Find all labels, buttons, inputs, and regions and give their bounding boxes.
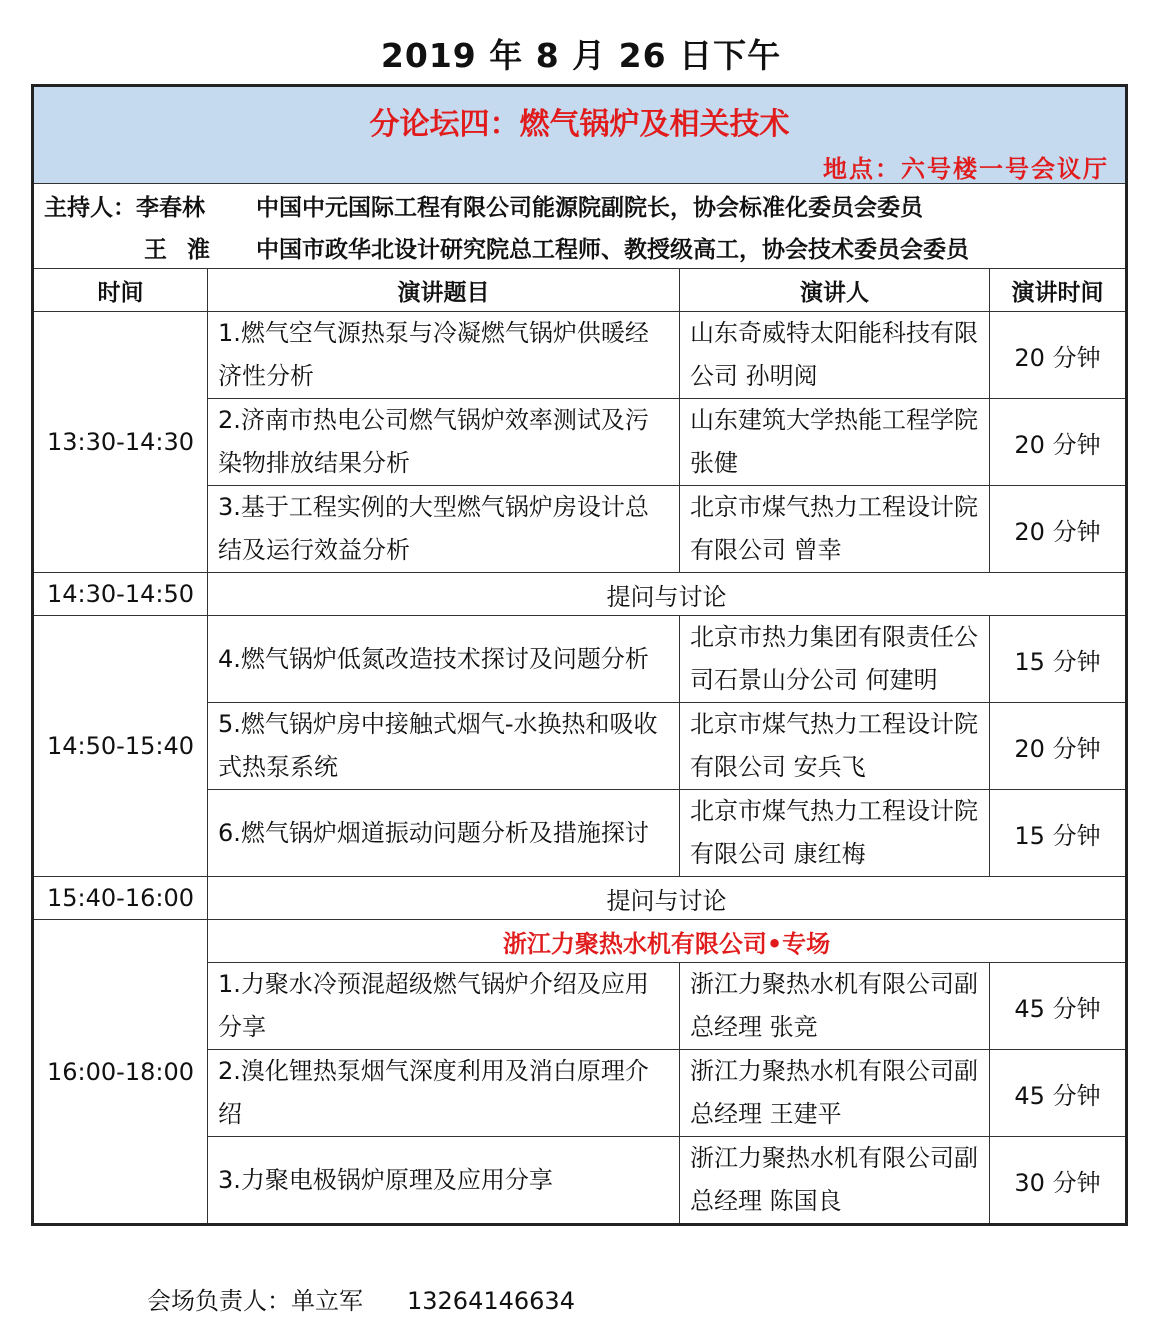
discussion-row — [33, 877, 1127, 920]
table-row — [33, 616, 1127, 703]
page-title: 2019 年 8 月 26 日下午 — [380, 36, 782, 75]
talk-duration: 15 分钟 — [990, 790, 1127, 877]
session-time: 13:30-14:30 — [33, 312, 208, 573]
talk-topic: 3.力聚电极锅炉原理及应用分享 — [208, 1137, 680, 1225]
host-row — [34, 226, 1125, 268]
session-time: 14:50-15:40 — [33, 616, 208, 877]
schedule-table — [31, 84, 1128, 1226]
talk-speaker: 北京市热力集团有限责任公司石景山分公司 何建明 — [680, 616, 990, 703]
forum-title: 分论坛四：燃气锅炉及相关技术 — [369, 107, 790, 142]
session-time: 16:00-18:00 — [33, 920, 208, 1225]
talk-speaker: 浙江力聚热水机有限公司副总经理 王建平 — [680, 1050, 990, 1137]
talk-topic: 3.基于工程实例的大型燃气锅炉房设计总结及运行效益分析 — [208, 486, 680, 573]
column-header-time: 时间 — [33, 269, 208, 312]
talk-topic: 4.燃气锅炉低氮改造技术探讨及问题分析 — [208, 616, 680, 703]
session-time: 14:30-14:50 — [33, 573, 208, 616]
forum-header — [33, 86, 1127, 184]
talk-speaker: 浙江力聚热水机有限公司副总经理 陈国良 — [680, 1137, 990, 1225]
talk-speaker: 浙江力聚热水机有限公司副总经理 张竞 — [680, 963, 990, 1050]
talk-topic: 5.燃气锅炉房中接触式烟气-水换热和吸收式热泵系统 — [208, 703, 680, 790]
column-header-row — [33, 269, 1127, 312]
discussion-row — [33, 573, 1127, 616]
footer-label: 会场负责人：单立军 — [147, 1287, 363, 1315]
talk-speaker: 北京市煤气热力工程设计院有限公司 安兵飞 — [680, 703, 990, 790]
talk-duration: 20 分钟 — [990, 486, 1127, 573]
special-row — [33, 920, 1127, 963]
talk-speaker: 北京市煤气热力工程设计院有限公司 曾幸 — [680, 486, 990, 573]
host-desc: 中国中元国际工程有限公司能源院副院长，协会标准化委员会委员 — [256, 194, 923, 221]
talk-duration: 30 分钟 — [990, 1137, 1127, 1225]
talk-duration: 20 分钟 — [990, 399, 1127, 486]
host-row — [34, 184, 1125, 226]
talk-speaker: 山东奇威特太阳能科技有限公司 孙明阅 — [680, 312, 990, 399]
talk-speaker: 山东建筑大学热能工程学院 张健 — [680, 399, 990, 486]
footer-contact — [147, 1281, 575, 1316]
talk-speaker: 北京市煤气热力工程设计院有限公司 康红梅 — [680, 790, 990, 877]
talk-duration: 45 分钟 — [990, 1050, 1127, 1137]
discussion-label: 提问与讨论 — [208, 573, 1127, 616]
hosts-block — [33, 184, 1127, 269]
special-session-title: 浙江力聚热水机有限公司•专场 — [208, 920, 1127, 963]
column-header-speaker: 演讲人 — [680, 269, 990, 312]
discussion-label: 提问与讨论 — [208, 877, 1127, 920]
talk-topic: 1.燃气空气源热泵与冷凝燃气锅炉供暖经济性分析 — [208, 312, 680, 399]
talk-topic: 6.燃气锅炉烟道振动问题分析及措施探讨 — [208, 790, 680, 877]
table-row — [33, 312, 1127, 399]
talk-duration: 15 分钟 — [990, 616, 1127, 703]
host-name: 主持人：李春林 — [44, 194, 205, 221]
column-header-duration: 演讲时间 — [990, 269, 1127, 312]
talk-topic: 1.力聚水冷预混超级燃气锅炉介绍及应用分享 — [208, 963, 680, 1050]
talk-duration: 20 分钟 — [990, 703, 1127, 790]
forum-location: 地点：六号楼一号会议厅 — [823, 155, 1109, 183]
host-desc: 中国市政华北设计研究院总工程师、教授级高工，协会技术委员会委员 — [256, 236, 969, 263]
talk-duration: 20 分钟 — [990, 312, 1127, 399]
talk-topic: 2.济南市热电公司燃气锅炉效率测试及污染物排放结果分析 — [208, 399, 680, 486]
session-time: 15:40-16:00 — [33, 877, 208, 920]
talk-duration: 45 分钟 — [990, 963, 1127, 1050]
host-name: 王 淮 — [144, 236, 217, 263]
footer-phone: 13264146634 — [407, 1287, 575, 1315]
talk-topic: 2.溴化锂热泵烟气深度利用及消白原理介绍 — [208, 1050, 680, 1137]
column-header-topic: 演讲题目 — [208, 269, 680, 312]
